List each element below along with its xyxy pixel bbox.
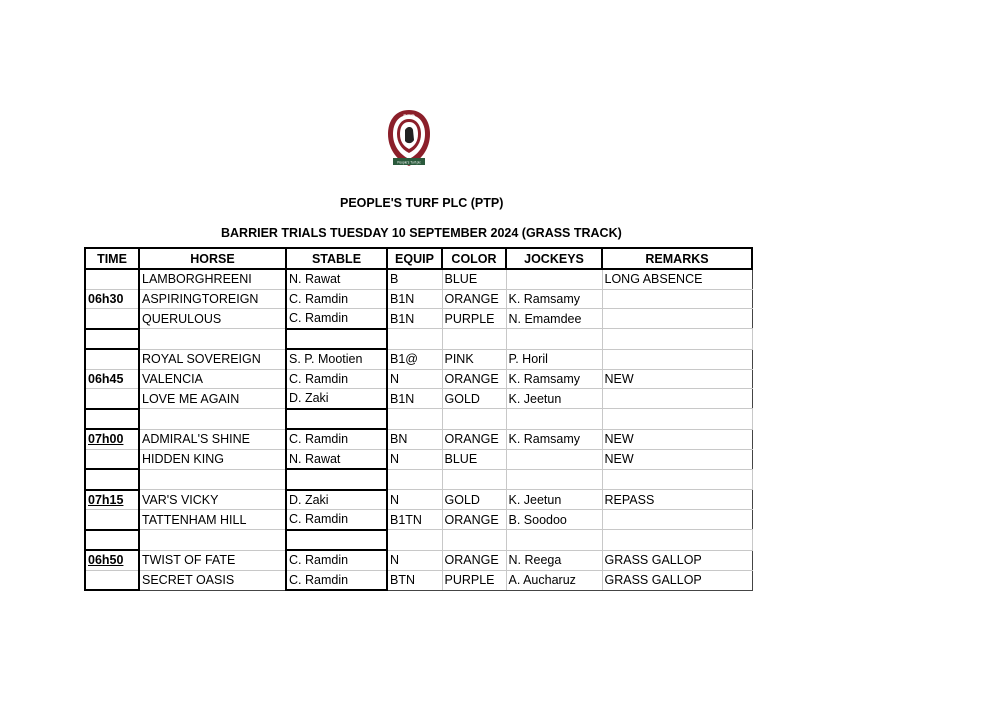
- header-horse: HORSE: [139, 248, 286, 269]
- cell-equip: BN: [387, 429, 442, 449]
- cell-horse: TATTENHAM HILL: [139, 510, 286, 530]
- spacer-cell: [602, 329, 752, 350]
- spacer-row: [85, 469, 752, 490]
- spacer-cell: [442, 469, 506, 490]
- cell-stable: N. Rawat: [286, 449, 387, 469]
- cell-remarks: NEW: [602, 449, 752, 469]
- spacer-cell: [506, 469, 602, 490]
- cell-remarks: GRASS GALLOP: [602, 570, 752, 590]
- spacer-row: [85, 409, 752, 430]
- cell-equip: B1TN: [387, 510, 442, 530]
- spacer-cell: [387, 329, 442, 350]
- cell-horse: LAMBORGHREENI: [139, 269, 286, 289]
- spacer-cell: [139, 409, 286, 430]
- cell-time: 07h00: [85, 429, 139, 449]
- spacer-cell: [85, 469, 139, 490]
- spacer-cell: [286, 329, 387, 350]
- cell-equip: B1N: [387, 309, 442, 329]
- header-stable: STABLE: [286, 248, 387, 269]
- cell-jockey: P. Horil: [506, 349, 602, 369]
- cell-time: [85, 570, 139, 590]
- header-time: TIME: [85, 248, 139, 269]
- header-remarks: REMARKS: [602, 248, 752, 269]
- cell-time: [85, 349, 139, 369]
- cell-horse: ASPIRINGTOREIGN: [139, 289, 286, 309]
- cell-time: 06h30: [85, 289, 139, 309]
- cell-remarks: NEW: [602, 369, 752, 389]
- cell-time: [85, 309, 139, 329]
- table-row: [85, 490, 752, 510]
- spacer-cell: [602, 409, 752, 430]
- cell-remarks: [602, 389, 752, 409]
- cell-time: [85, 269, 139, 289]
- cell-equip: N: [387, 490, 442, 510]
- table-row: [85, 389, 752, 409]
- cell-remarks: GRASS GALLOP: [602, 550, 752, 570]
- logo-text: PTP: [403, 115, 415, 121]
- cell-jockey: A. Aucharuz: [506, 570, 602, 590]
- cell-stable: N. Rawat: [286, 269, 387, 289]
- cell-color: PINK: [442, 349, 506, 369]
- spacer-cell: [506, 409, 602, 430]
- cell-jockey: B. Soodoo: [506, 510, 602, 530]
- cell-stable: C. Ramdin: [286, 570, 387, 590]
- cell-color: ORANGE: [442, 510, 506, 530]
- cell-remarks: REPASS: [602, 490, 752, 510]
- ptp-logo: [385, 108, 433, 170]
- spacer-cell: [387, 469, 442, 490]
- cell-stable: C. Ramdin: [286, 369, 387, 389]
- cell-stable: C. Ramdin: [286, 550, 387, 570]
- table-row: [85, 570, 752, 590]
- cell-remarks: [602, 309, 752, 329]
- cell-color: GOLD: [442, 490, 506, 510]
- cell-time: [85, 449, 139, 469]
- cell-color: PURPLE: [442, 309, 506, 329]
- cell-jockey: K. Jeetun: [506, 490, 602, 510]
- spacer-cell: [139, 469, 286, 490]
- table-row: [85, 309, 752, 329]
- cell-horse: HIDDEN KING: [139, 449, 286, 469]
- cell-equip: B: [387, 269, 442, 289]
- cell-horse: LOVE ME AGAIN: [139, 389, 286, 409]
- cell-time: 07h15: [85, 490, 139, 510]
- cell-horse: VALENCIA: [139, 369, 286, 389]
- spacer-cell: [139, 530, 286, 551]
- cell-jockey: [506, 449, 602, 469]
- cell-jockey: K. Ramsamy: [506, 289, 602, 309]
- cell-stable: C. Ramdin: [286, 309, 387, 329]
- cell-horse: QUERULOUS: [139, 309, 286, 329]
- cell-stable: D. Zaki: [286, 389, 387, 409]
- spacer-row: [85, 329, 752, 350]
- header-jockeys: JOCKEYS: [506, 248, 602, 269]
- table-row: [85, 429, 752, 449]
- cell-equip: B1N: [387, 389, 442, 409]
- cell-horse: TWIST OF FATE: [139, 550, 286, 570]
- barrier-trials-table: [84, 247, 753, 591]
- cell-equip: N: [387, 449, 442, 469]
- cell-color: BLUE: [442, 269, 506, 289]
- spacer-cell: [387, 530, 442, 551]
- table-row: [85, 510, 752, 530]
- cell-time: [85, 510, 139, 530]
- table-header-row: [85, 248, 752, 269]
- cell-color: BLUE: [442, 449, 506, 469]
- spacer-cell: [442, 530, 506, 551]
- spacer-cell: [442, 329, 506, 350]
- cell-jockey: K. Ramsamy: [506, 429, 602, 449]
- cell-jockey: N. Reega: [506, 550, 602, 570]
- cell-color: GOLD: [442, 389, 506, 409]
- spacer-cell: [286, 409, 387, 430]
- cell-stable: C. Ramdin: [286, 289, 387, 309]
- cell-equip: N: [387, 369, 442, 389]
- spacer-cell: [85, 409, 139, 430]
- spacer-cell: [602, 469, 752, 490]
- cell-stable: C. Ramdin: [286, 429, 387, 449]
- spacer-cell: [85, 530, 139, 551]
- cell-stable: C. Ramdin: [286, 510, 387, 530]
- cell-color: PURPLE: [442, 570, 506, 590]
- cell-stable: S. P. Mootien: [286, 349, 387, 369]
- cell-jockey: K. Jeetun: [506, 389, 602, 409]
- cell-remarks: [602, 349, 752, 369]
- table-row: [85, 449, 752, 469]
- table-row: [85, 269, 752, 289]
- spacer-cell: [387, 409, 442, 430]
- cell-jockey: N. Emamdee: [506, 309, 602, 329]
- cell-remarks: LONG ABSENCE: [602, 269, 752, 289]
- cell-color: ORANGE: [442, 429, 506, 449]
- spacer-cell: [286, 530, 387, 551]
- spacer-cell: [286, 469, 387, 490]
- cell-horse: ADMIRAL'S SHINE: [139, 429, 286, 449]
- cell-time: 06h45: [85, 369, 139, 389]
- cell-color: ORANGE: [442, 289, 506, 309]
- logo-caption: People's Turf plc: [397, 160, 421, 165]
- cell-remarks: [602, 510, 752, 530]
- cell-equip: B1N: [387, 289, 442, 309]
- cell-horse: ROYAL SOVEREIGN: [139, 349, 286, 369]
- spacer-cell: [442, 409, 506, 430]
- header-color: COLOR: [442, 248, 506, 269]
- spacer-cell: [85, 329, 139, 350]
- cell-horse: SECRET OASIS: [139, 570, 286, 590]
- cell-color: ORANGE: [442, 369, 506, 389]
- table-row: [85, 289, 752, 309]
- cell-time: 06h50: [85, 550, 139, 570]
- spacer-row: [85, 530, 752, 551]
- trials-title: BARRIER TRIALS TUESDAY 10 SEPTEMBER 2024 (GRASS TRACK): [221, 226, 622, 240]
- cell-equip: BTN: [387, 570, 442, 590]
- spacer-cell: [506, 530, 602, 551]
- cell-stable: D. Zaki: [286, 490, 387, 510]
- cell-jockey: [506, 269, 602, 289]
- cell-remarks: [602, 289, 752, 309]
- spacer-cell: [602, 530, 752, 551]
- spacer-cell: [506, 329, 602, 350]
- cell-equip: B1@: [387, 349, 442, 369]
- table-row: [85, 550, 752, 570]
- header-equip: EQUIP: [387, 248, 442, 269]
- cell-color: ORANGE: [442, 550, 506, 570]
- cell-time: [85, 389, 139, 409]
- spacer-cell: [139, 329, 286, 350]
- table-row: [85, 349, 752, 369]
- organization-title: PEOPLE'S TURF PLC (PTP): [340, 196, 504, 210]
- cell-horse: VAR'S VICKY: [139, 490, 286, 510]
- table-row: [85, 369, 752, 389]
- cell-equip: N: [387, 550, 442, 570]
- cell-remarks: NEW: [602, 429, 752, 449]
- cell-jockey: K. Ramsamy: [506, 369, 602, 389]
